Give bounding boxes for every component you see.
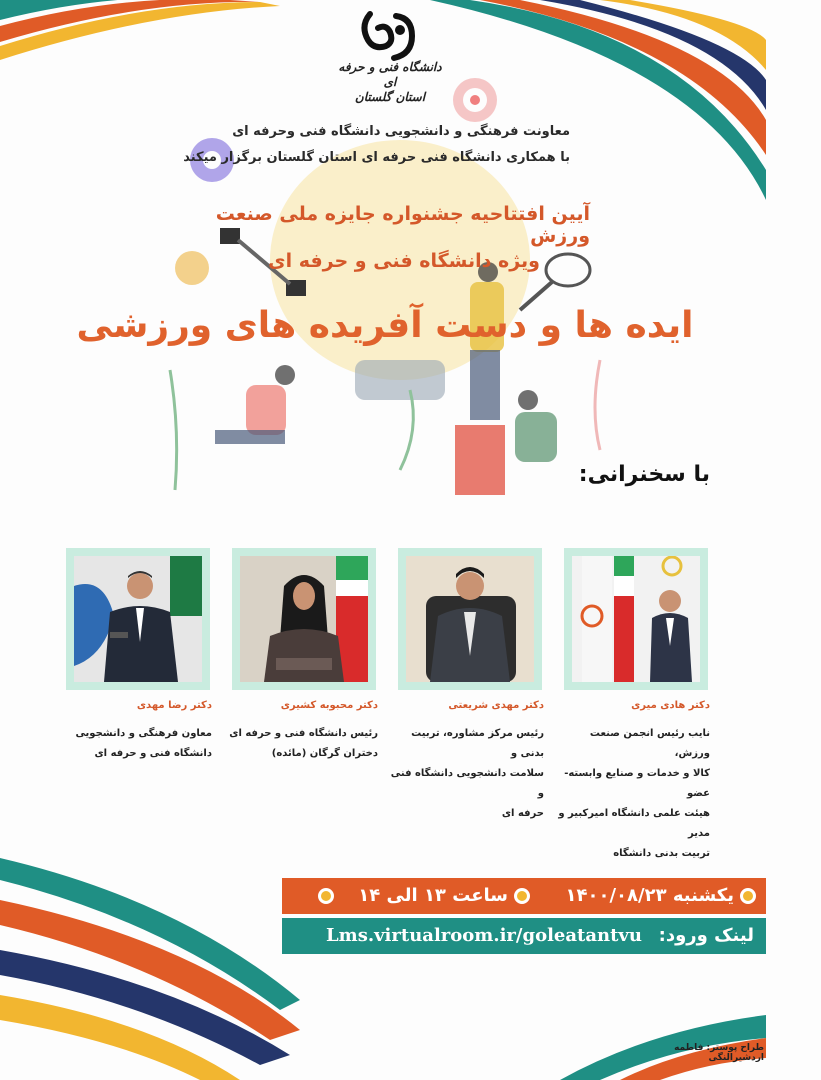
event-title-line-2: ویژه دانشگاه فنی و حرفه ای [268, 250, 540, 272]
speaker-photo [74, 556, 202, 682]
organizer-line-1: معاونت فرهنگی و دانشجویی دانشگاه فنی وحرفه ای [232, 124, 570, 139]
main-title: ایده ها و دست آفریده های ورزشی [76, 305, 694, 346]
designer-credit: طراح پوستر: فاطمه اردشیرالنگی [674, 1043, 764, 1063]
speaker-photo [240, 556, 368, 682]
speaker-name: دکتر هادی میری [631, 700, 710, 711]
speaker-card [564, 548, 708, 690]
speaker-name: دکتر محبوبه کشیری [280, 700, 378, 711]
speaker-card [66, 548, 210, 690]
speaker-role: رئیس دانشگاه فنی و حرفه ای دختران گرگان (مائده) [229, 728, 378, 759]
event-date: یکشنبه ۱۴۰۰/۰۸/۲۳ [565, 885, 734, 906]
speaker-role: رئیس مرکز مشاوره، تربیت بدنی و سلامت دانشجویی دانشگاه فنی و حرفه ای [390, 728, 544, 819]
event-title-line-1: آیین افتتاحیه جشنواره جایزه ملی صنعت ورزش [215, 203, 590, 247]
speaker-photo [406, 556, 534, 682]
speaker-name: دکتر مهدی شریعتی [448, 700, 544, 711]
speaker-card [232, 548, 376, 690]
link-url[interactable]: Lms.virtualroom.ir/goleatantvu [326, 925, 642, 946]
link-label: لینک ورود: [658, 925, 754, 946]
bullet-icon [514, 888, 530, 904]
speakers-heading: با سخنرانی: [578, 462, 710, 487]
date-time-bar [282, 878, 766, 914]
bullet-icon [318, 888, 334, 904]
speaker-card [398, 548, 542, 690]
organizer-line-2: با همکاری دانشگاه فنی حرفه ای استان گلستان برگزار میکند [183, 150, 570, 165]
speaker-photo [572, 556, 700, 682]
speaker-name: دکتر رضا مهدی [136, 700, 212, 711]
link-bar [282, 918, 766, 954]
speaker-role: معاون فرهنگی و دانشجویی دانشگاه فنی و حرفه ای [75, 728, 212, 759]
speaker-role: نایب رئیس انجمن صنعت ورزش، کالا و خدمات و صنایع وابسته-عضو هیئت علمی دانشگاه امیرکبیر و مدیر تربیت بدنی دانشگاه [558, 728, 710, 859]
bullet-icon [740, 888, 756, 904]
logo-text: دانشگاه فنی و حرفه ای استان گلستان [338, 60, 442, 104]
event-time: ساعت ۱۳ الی ۱۴ [358, 885, 508, 906]
